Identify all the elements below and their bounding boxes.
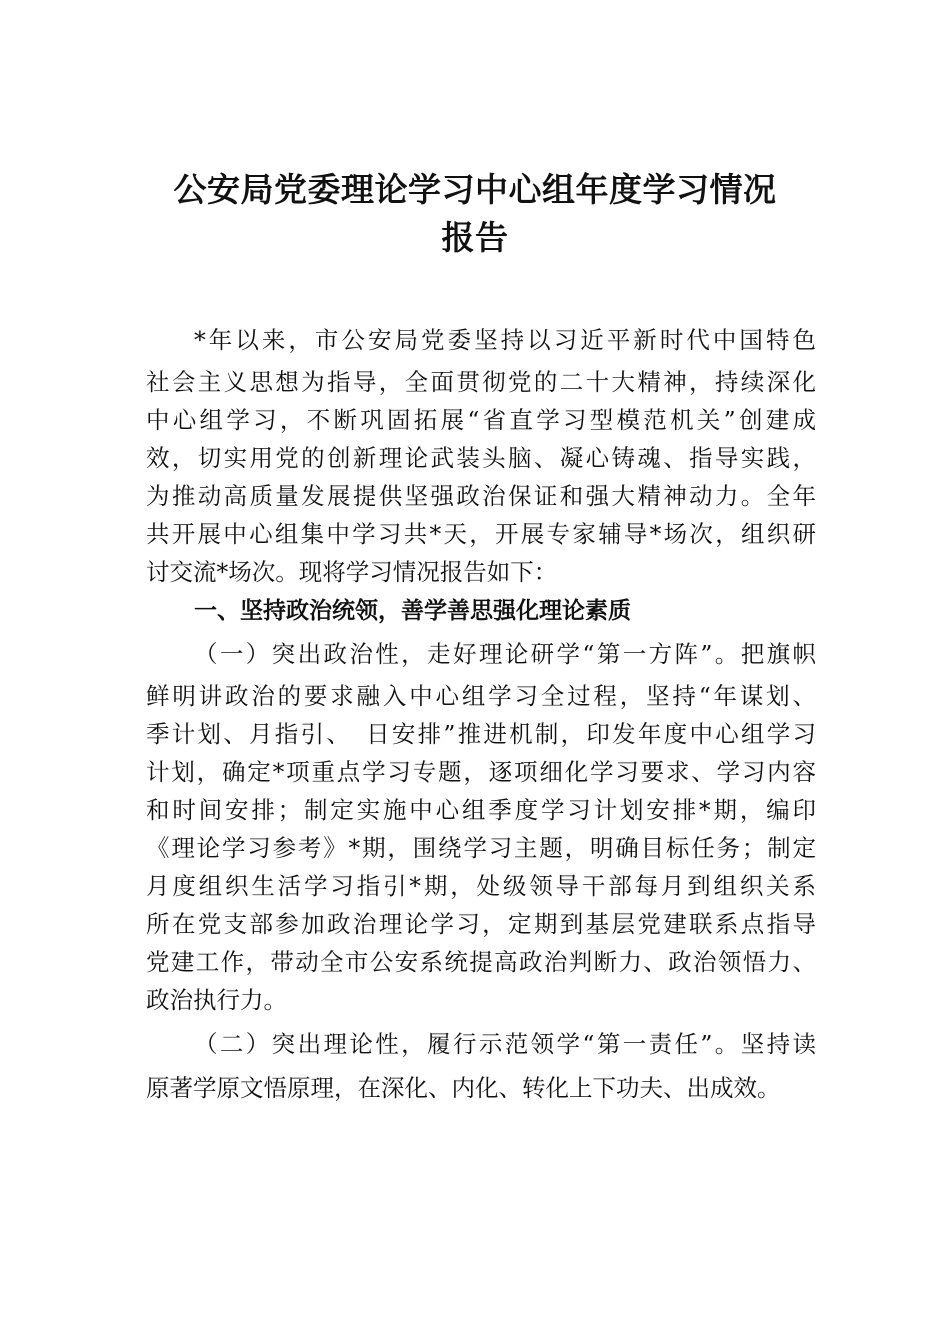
para-1-line-8: 所在党支部参加政治理论学习，定期到基层党建联系点指导	[146, 910, 816, 938]
para-1-line-3: 季计划、月指引、 日安排”推进机制，印发年度中心组学习	[146, 720, 816, 748]
intro-line-3: 中心组学习，不断巩固拓展“省直学习型模范机关”创建成	[146, 406, 816, 434]
section-1-heading: 一、坚持政治统领，善学善思强化理论素质	[194, 598, 631, 624]
para-1-line-1: （一）突出政治性，走好理论研学“第一方阵”。把旗帜	[194, 640, 816, 668]
intro-line-6: 共开展中心组集中学习共*天，开展专家辅导*场次，组织研	[146, 520, 816, 548]
document-title-line-1: 公安局党委理论学习中心组年度学习情况	[173, 170, 777, 209]
para-1-line-9: 党建工作，带动全市公安系统提高政治判断力、政治领悟力、	[146, 948, 816, 976]
para-2-line-2: 原著学原文悟原理，在深化、内化、转化上下功夫、出成效。	[146, 1074, 781, 1102]
para-1-line-6: 《理论学习参考》*期，围绕学习主题，明确目标任务；制定	[146, 834, 816, 862]
intro-line-2: 社会主义思想为指导，全面贯彻党的二十大精神，持续深化	[146, 368, 816, 396]
para-1-line-7: 月度组织生活学习指引*期，处级领导干部每月到组织关系	[146, 872, 816, 900]
para-1-line-2: 鲜明讲政治的要求融入中心组学习全过程，坚持“年谋划、	[146, 682, 816, 710]
intro-line-1: *年以来，市公安局党委坚持以习近平新时代中国特色	[194, 326, 816, 354]
para-1-line-4: 计划，确定*项重点学习专题，逐项细化学习要求、学习内容	[146, 758, 816, 786]
para-2-line-1: （二）突出理论性，履行示范领学“第一责任”。坚持读	[194, 1030, 816, 1058]
document-title-line-2: 报告	[441, 218, 509, 257]
para-1-line-10: 政治执行力。	[146, 986, 287, 1014]
intro-line-5: 为推动高质量发展提供坚强政治保证和强大精神动力。全年	[146, 482, 816, 510]
intro-line-4: 效，切实用党的创新理论武装头脑、凝心铸魂、指导实践，	[146, 444, 816, 472]
para-1-line-5: 和时间安排；制定实施中心组季度学习计划安排*期，编印	[146, 796, 816, 824]
intro-line-7: 讨交流*场次。现将学习情况报告如下：	[146, 558, 558, 586]
